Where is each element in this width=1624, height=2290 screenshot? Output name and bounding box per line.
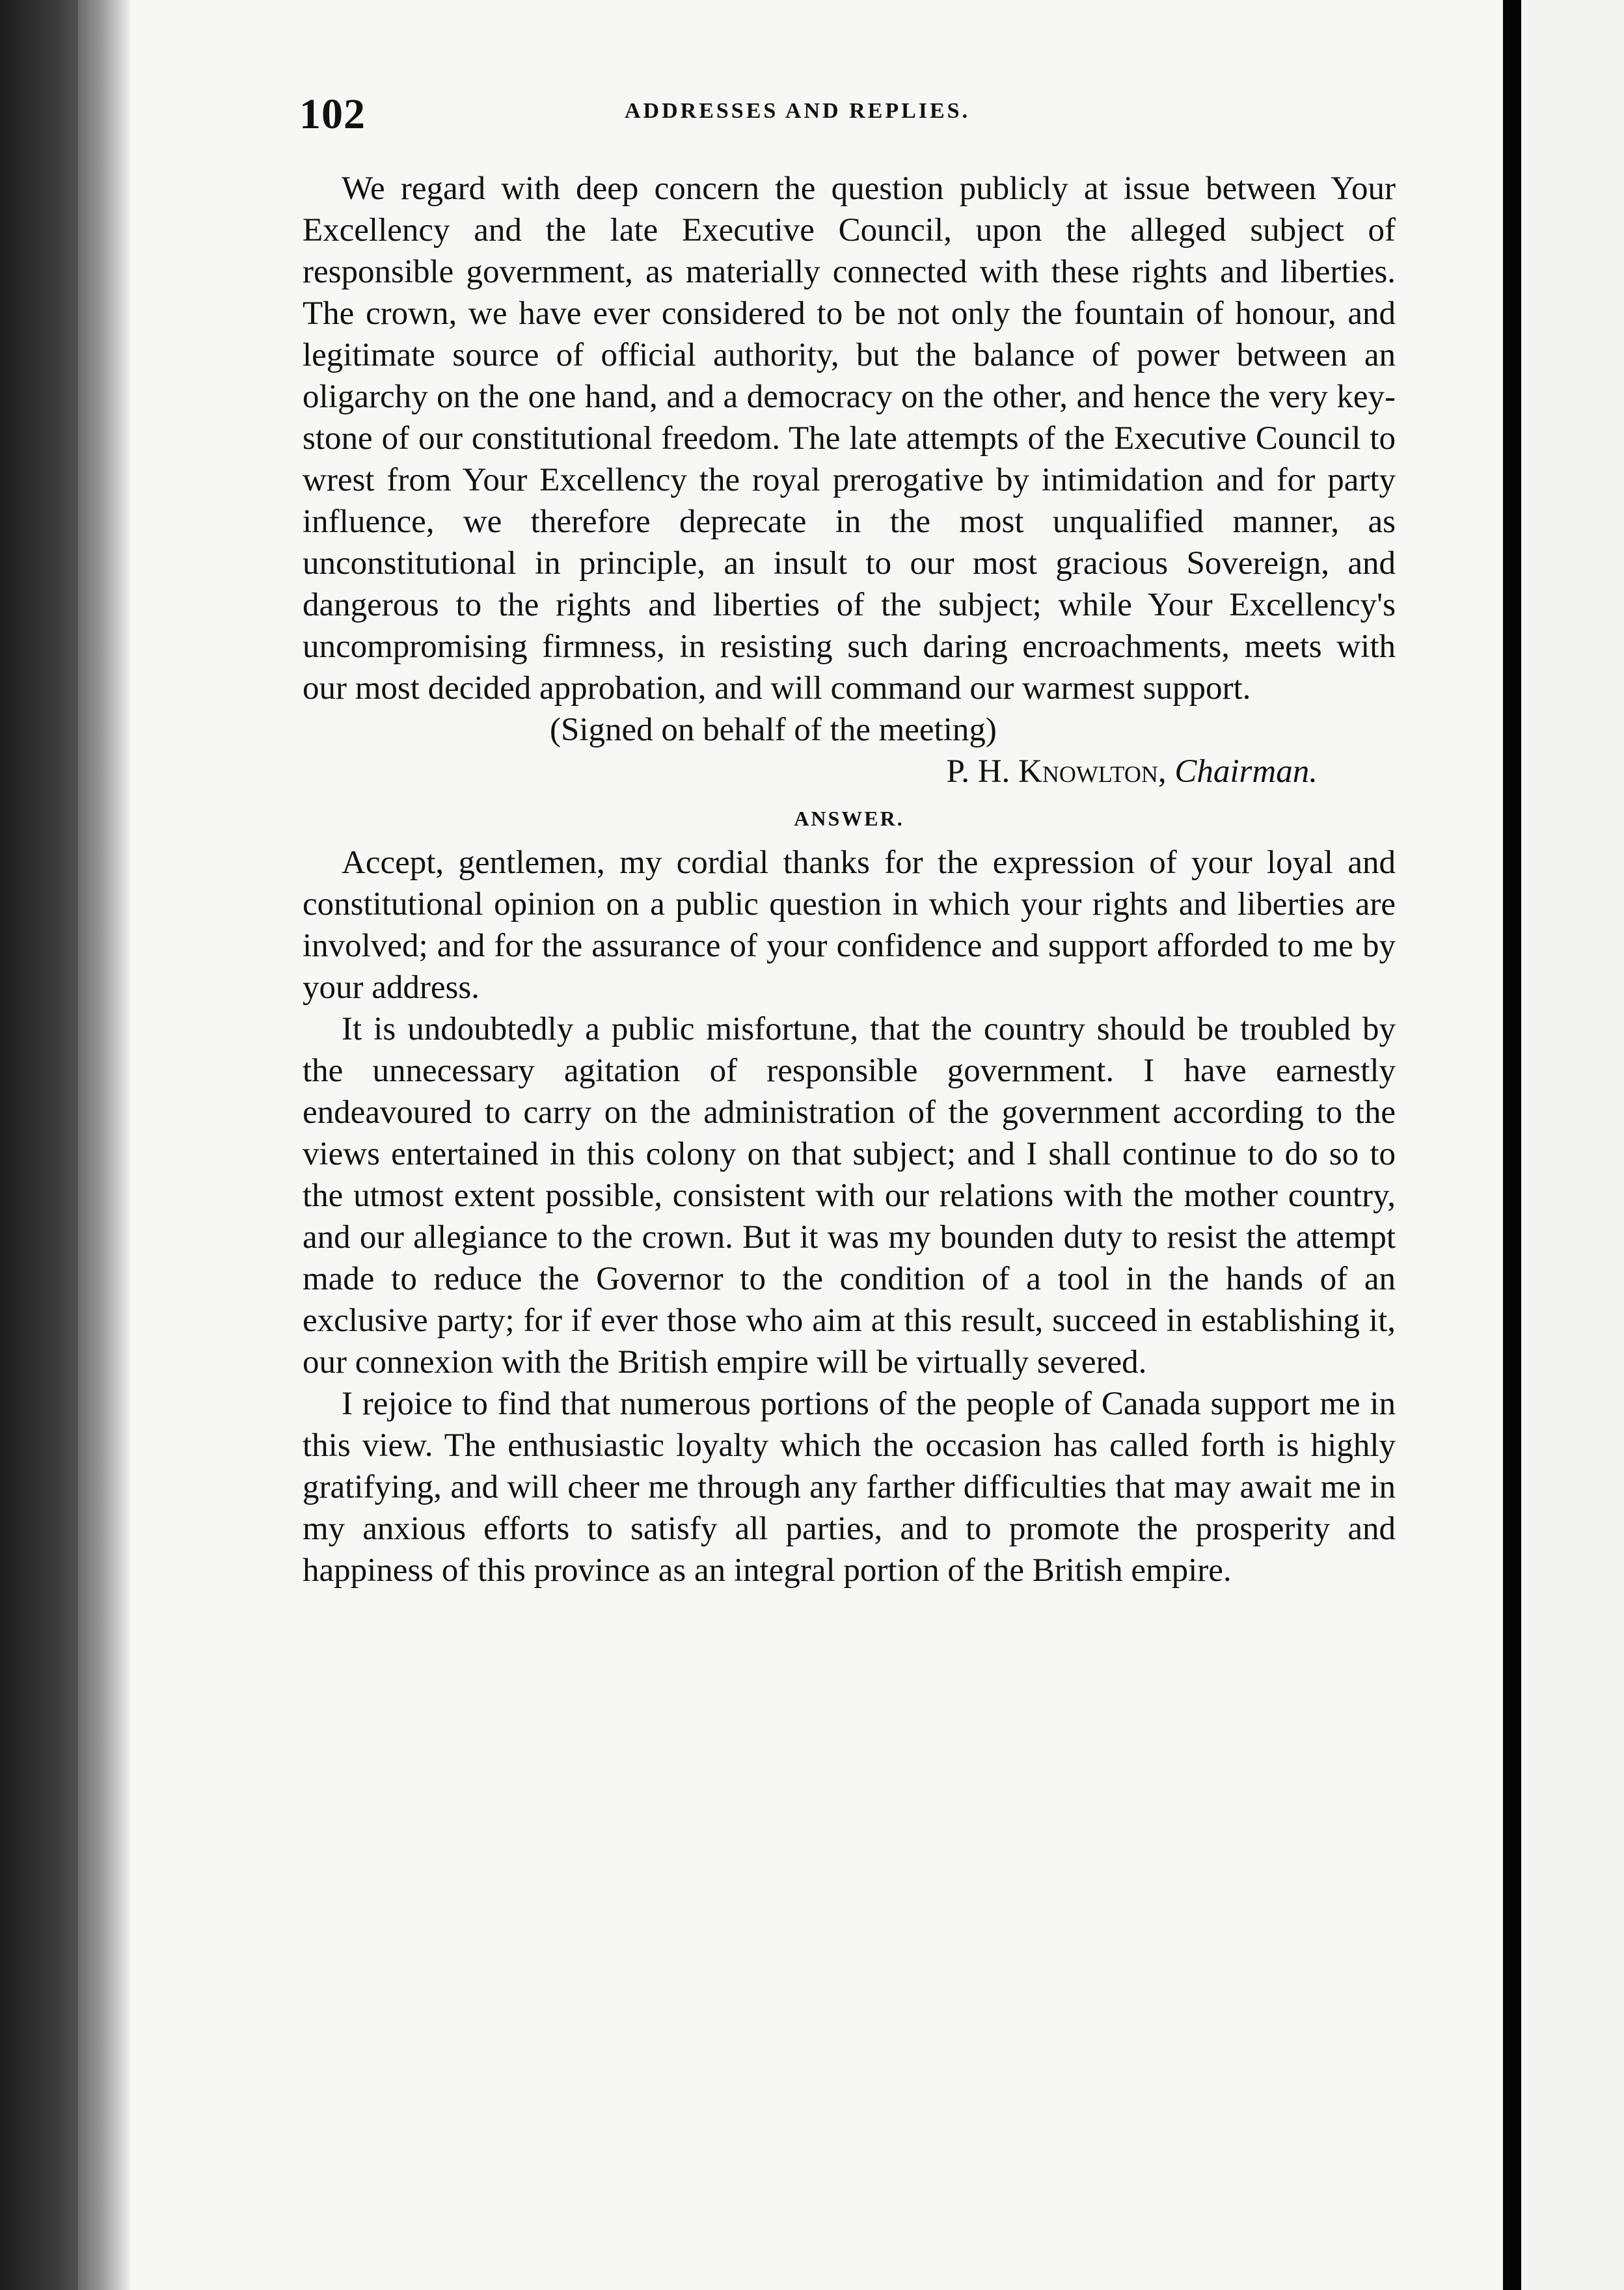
facing-page-edge: [1521, 0, 1624, 2290]
running-title: ADDRESSES AND REPLIES.: [625, 99, 971, 123]
binding-gutter: [0, 0, 78, 2290]
signed-note: (Signed on behalf of the meeting): [550, 712, 997, 748]
answer-heading: ANSWER.: [794, 807, 904, 830]
answer-paragraph: It is undoubtedly a public misfortune, that the country should be troubled by the unnecessary agitation of responsible government. I have earnestly endeavoured to carry on the administration of the government according to the views entertained in this colony on that subject; and I shall continue to do so to the utmost extent possible, consistent with our relations with the mother country, and our allegiance to the crown. But it was my bounden duty to resist the attempt made to reduce the Governor to the condition of a tool in the hands of an exclusive party; for if ever those who aim at this result, succeed in establishing it, our connexion with the British empire will be virtually severed.: [303, 1011, 1396, 1381]
page-body: [303, 168, 1396, 1591]
address-paragraph: We regard with deep concern the question publicly at issue between Your Excellency and the late Executive Council, upon the alleged subject of responsible government, as materially connected with these rights and liberties. The crown, we have ever considered to be not only the fountain of honour, and legitimate source of official authority, but the balance of power between an oligarchy on the one hand, and a democracy on the other, and hence the very key-stone of our constitutional freedom. The late attempts of the Executive Council to wrest from Your Excellency the royal prerogative by intimidation and for party influence, we therefore deprecate in the most unqualified manner, as unconstitutional in principle, an insult to our most gracious Sovereign, and dangerous to the rights and liberties of the subject; while Your Excellency's uncompromising firmness, in resisting such daring encroachments, meets with our most decided approbation, and will command our warmest support.: [303, 170, 1396, 707]
signatory-role: Chairman.: [1174, 753, 1318, 790]
running-head: [299, 90, 1373, 148]
page-curl-shadow: [78, 0, 130, 2290]
answer-paragraph: Accept, gentlemen, my cordial thanks for the expression of your loyal and constitutional opinion on a public question in which your rights and liberties are involved; and for the assurance of your confidence and support afforded to me by your address.: [303, 844, 1396, 1006]
signature-line: [303, 751, 1396, 792]
signatory-name: P. H. Knowlton,: [946, 753, 1167, 790]
answer-paragraph: I rejoice to find that numerous portions of the people of Canada support me in this view. The enthusiastic loyalty which the occasion has called forth is highly gratifying, and will cheer me through any farther difficulties that may await me in my anxious efforts to satisfy all parties, and to promote the prosperity and happiness of this province as an integral portion of the British empire.: [303, 1386, 1396, 1589]
page-gap: [1503, 0, 1521, 2290]
page-number: 102: [299, 90, 366, 138]
